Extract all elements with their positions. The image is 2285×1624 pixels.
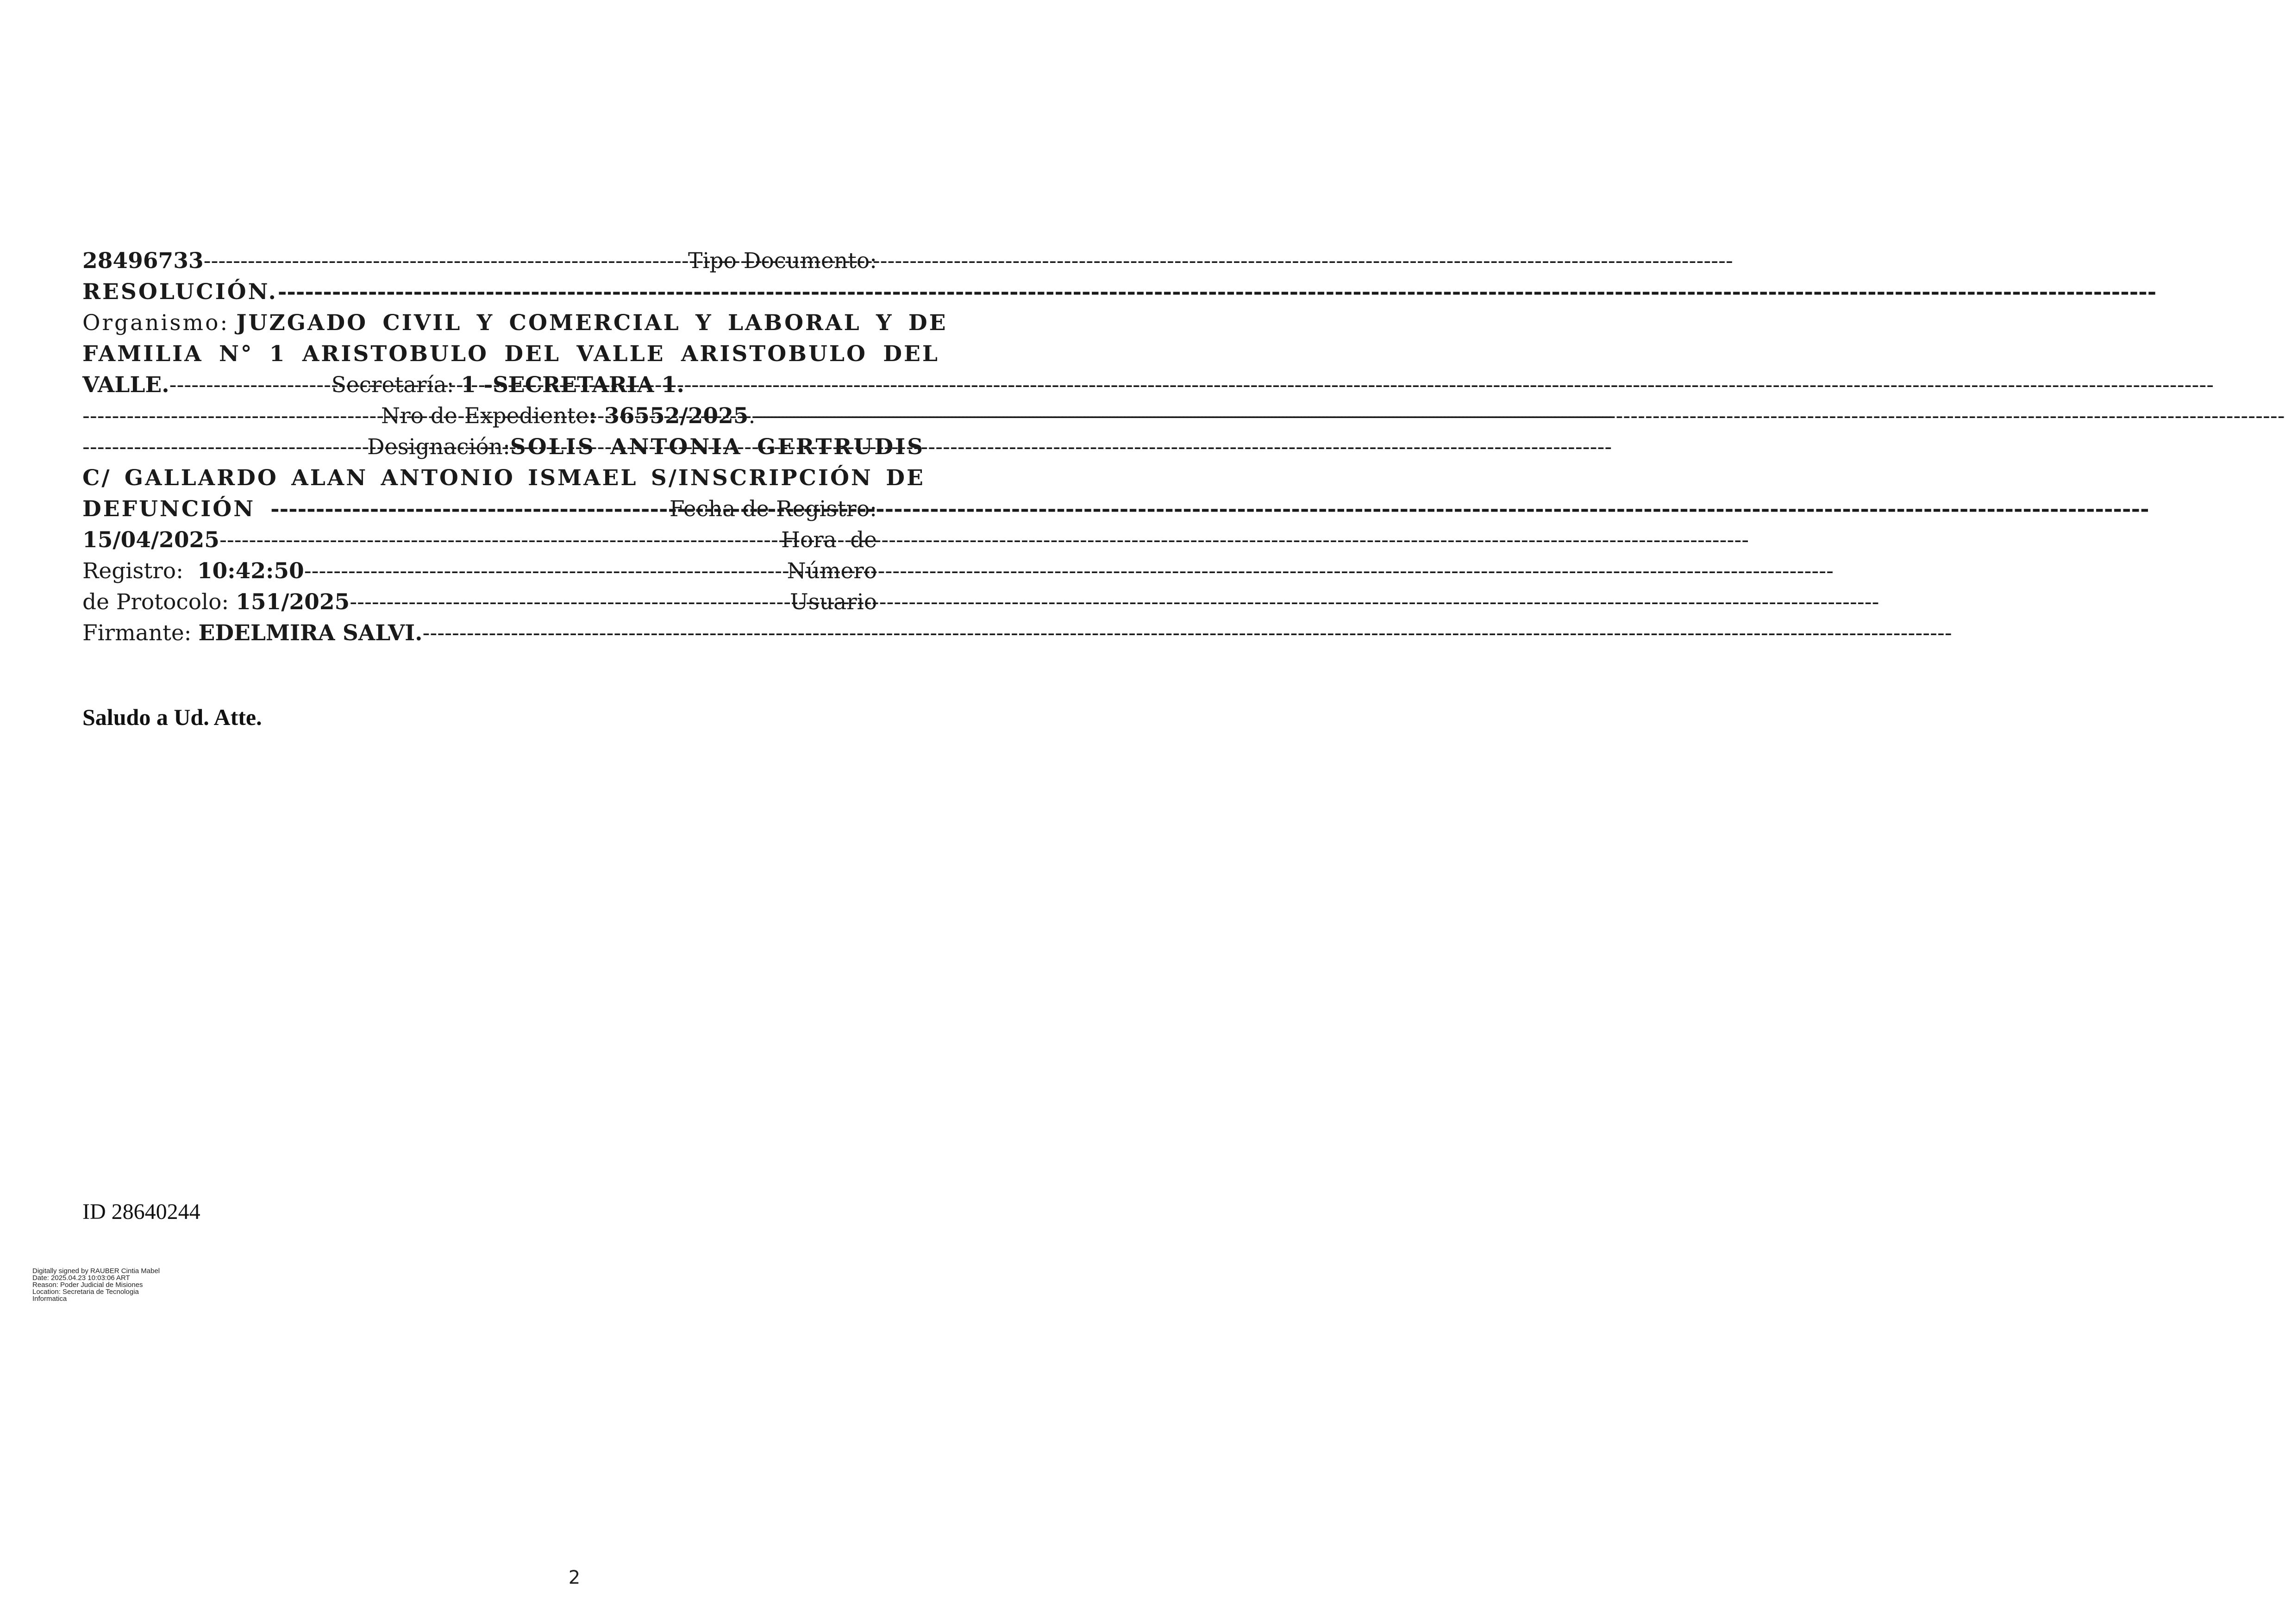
signature-line: Informatica <box>32 1295 67 1303</box>
signature-line: Reason: Poder Judicial de Misiones <box>32 1281 143 1289</box>
fecha-value: 15/04/2025 <box>82 527 219 553</box>
page-number: 2 <box>568 1567 581 1588</box>
line-fecha <box>82 525 877 556</box>
organismo-value-2: FAMILIA N° 1 ARISTOBULO DEL VALLE ARISTOBULO DEL <box>82 341 939 367</box>
designacion-value-3: DEFUNCIÓN <box>82 496 256 522</box>
line-organismo-2 <box>82 338 939 369</box>
organismo-label: Organismo: <box>82 310 230 336</box>
expediente-label: Nro de Expediente <box>381 403 589 429</box>
hora-value: 10:42:50 <box>197 558 304 584</box>
line-expediente <box>82 400 877 431</box>
line-protocolo <box>82 587 877 618</box>
dash-leader <box>304 556 787 587</box>
dash-leader <box>350 587 790 618</box>
dash-leader <box>82 400 381 431</box>
line-doc-number <box>82 245 877 276</box>
dash-leader <box>204 245 688 276</box>
signature-line: Location: Secretaria de Tecnologia <box>32 1288 139 1296</box>
line-organismo-1 <box>82 307 948 338</box>
hora-label-1: Hora <box>781 527 837 553</box>
secretaria-value: 1 -SECRETARIA 1. <box>461 372 684 398</box>
document-number: 28496733 <box>82 248 204 274</box>
line-usuario <box>82 618 877 649</box>
protocolo-value: 151/2025 <box>236 589 350 615</box>
dash-leader <box>755 400 877 431</box>
organismo-value-1: JUZGADO CIVIL Y COMERCIAL Y LABORAL Y DE <box>236 310 948 336</box>
organismo-value-3: VALLE. <box>82 372 169 398</box>
signature-line: Date: 2025.04.23 10:03:06 ART <box>32 1274 130 1282</box>
hora-label-2: de <box>850 527 877 553</box>
line-tipo-value <box>82 276 877 307</box>
signature-line: Digitally signed by RAUBER Cintia Mabel <box>32 1267 160 1275</box>
tipo-documento-value: RESOLUCIÓN. <box>82 279 278 305</box>
line-hora <box>82 556 877 587</box>
hora-label-3: Registro: <box>82 558 183 584</box>
expediente-period: . <box>748 403 756 429</box>
record-details <box>82 245 948 649</box>
dash-leader <box>278 276 877 307</box>
dash-leader <box>219 525 781 556</box>
expediente-value: : 36552/2025 <box>588 403 749 429</box>
dash-leader <box>684 369 877 400</box>
usuario-value: EDELMIRA SALVI. <box>198 620 423 646</box>
line-designacion-3 <box>82 493 877 525</box>
designacion-value-1: SOLIS ANTONIA GERTRUDIS <box>510 434 925 460</box>
line-organismo-3 <box>82 369 877 400</box>
dash-leader <box>423 618 756 649</box>
digital-signature-block <box>32 1268 160 1302</box>
designacion-value-2: C/ GALLARDO ALAN ANTONIO ISMAEL S/INSCRIPCIÓN DE <box>82 465 925 491</box>
protocolo-label-2: de Protocolo: <box>82 589 229 615</box>
dash-leader <box>82 431 367 462</box>
line-designacion-1 <box>82 431 925 462</box>
protocolo-label-1: Número <box>787 558 877 584</box>
secretaria-label: Secretaría: <box>331 372 454 398</box>
usuario-label-1: Usuario <box>790 589 877 615</box>
tipo-documento-label: Tipo Documento: <box>688 248 877 274</box>
dash-leader <box>169 369 332 400</box>
closing-salutation: Saludo a Ud. Atte. <box>82 704 262 730</box>
line-designacion-2 <box>82 462 925 493</box>
document-id: ID 28640244 <box>82 1199 200 1224</box>
usuario-label-2: Firmante: <box>82 620 192 646</box>
designacion-label: Designación: <box>367 434 510 460</box>
dash-leader <box>262 493 670 525</box>
fecha-label: Fecha de Registro: <box>669 496 877 522</box>
